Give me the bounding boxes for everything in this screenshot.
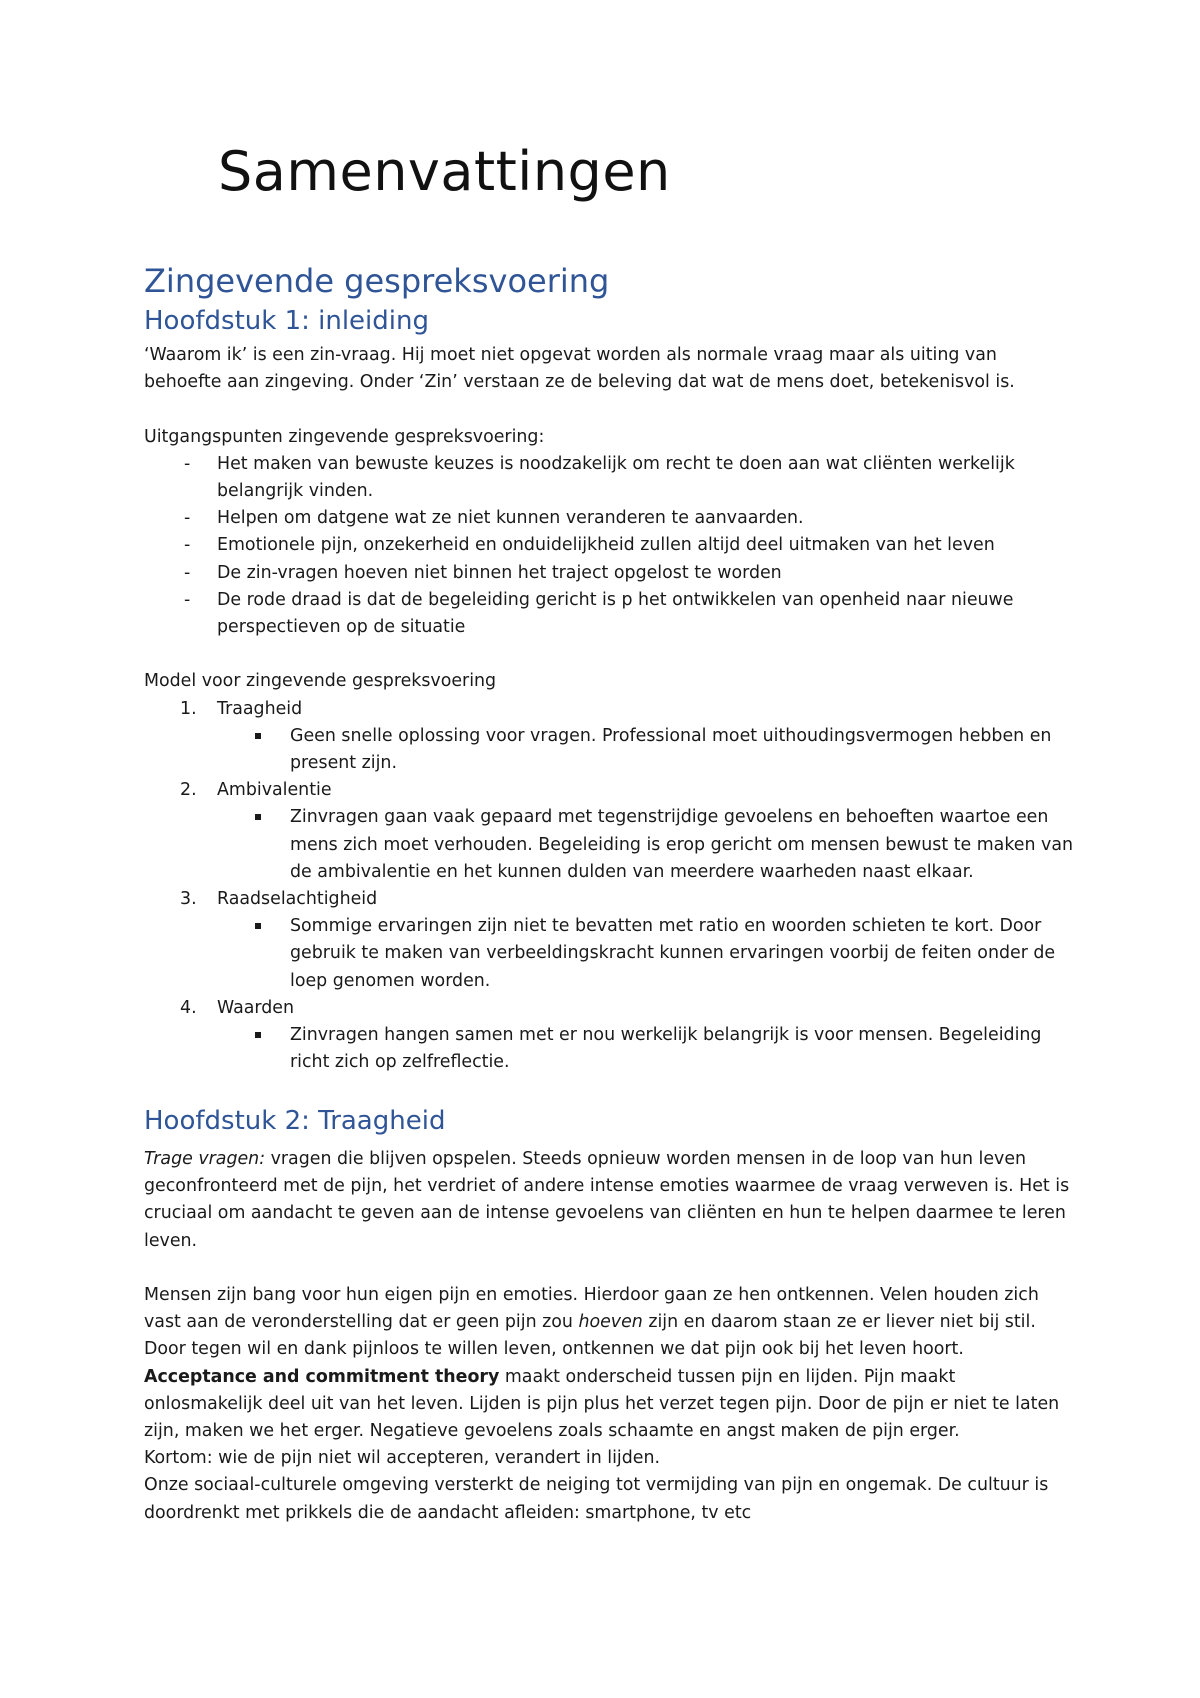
uitgangspunten-label: Uitgangspunten zingevende gespreksvoering: xyxy=(144,426,545,447)
model-item: 1. Traagheid Geen snelle oplossing voor vragen. Professional moet uithoudingsvermogen hebben en present zijn. xyxy=(144,696,1074,778)
list-item: - De rode draad is dat de begeleiding gericht is p het ontwikkelen van openheid naar nieuwe perspectieven op de situatie xyxy=(184,589,1014,638)
section-heading: Zingevende gespreksvoering xyxy=(144,262,610,300)
chapter-1-content xyxy=(144,342,1074,1076)
square-bullet-icon xyxy=(255,923,261,929)
chapter-1-intro: ‘Waarom ik’ is een zin-vraag. Hij moet niet opgevat worden als normale vraag maar als uiting van behoefte aan zingeving. Onder ‘Zin’ verstaan ze de beleving dat wat de mens doet, betekenisvol is. xyxy=(144,345,1015,393)
model-list xyxy=(144,696,1074,1077)
term-trage-vragen: Trage vragen: xyxy=(144,1149,266,1169)
chapter-2-paragraph: Trage vragen: vragen die blijven opspelen. Steeds opnieuw worden mensen in de loop van hun leven geconfronteerd met de pijn, het verdriet of andere intense emoties waarmee de vraag verweven is. Het is cruciaal om aandacht te geven aan de intense gevoelens van cliënten en hun te helpen daarmee te leren leven. xyxy=(144,1149,1070,1251)
chapter-2-paragraph: Mensen zijn bang voor hun eigen pijn en emoties. Hierdoor gaan ze hen ontkennen. Velen houden zich vast aan de veronderstelling dat er geen pijn zou hoeven zijn en daarom staan ze er liever niet bij stil. xyxy=(144,1285,1039,1333)
model-item-detail: Sommige ervaringen zijn niet te bevatten met ratio en woorden schieten te kort. Door gebruik te maken van verbeeldingskracht kunnen ervaringen voorbij de feiten onder de loep genomen worden. xyxy=(217,913,1074,995)
chapter-2-paragraph: Kortom: wie de pijn niet wil accepteren, verandert in lijden. xyxy=(144,1448,661,1469)
uitgangspunten-list xyxy=(144,451,1074,641)
chapter-2-content xyxy=(144,1146,1074,1527)
list-item: - De zin-vragen hoeven niet binnen het traject opgelost te worden xyxy=(184,562,782,583)
square-bullet-icon xyxy=(255,814,261,820)
model-item-label: Ambivalentie xyxy=(217,780,332,801)
chapter-1-heading: Hoofdstuk 1: inleiding xyxy=(144,306,429,336)
model-item: 2. Ambivalentie Zinvragen gaan vaak gepaard met tegenstrijdige gevoelens en behoeften waartoe een mens zich moet verhouden. Begeleiding is erop gericht om mensen bewust te maken van de ambivalentie en het kunnen dulden van meerdere waarheden naast elkaar. xyxy=(144,777,1074,886)
model-item-label: Waarden xyxy=(217,997,295,1018)
square-bullet-icon xyxy=(255,733,261,739)
model-item: 3. Raadselachtigheid Sommige ervaringen zijn niet te bevatten met ratio en woorden schieten te kort. Door gebruik te maken van verbeeldingskracht kunnen ervaringen voorbij de feiten onder de loep genomen worden. xyxy=(144,886,1074,995)
model-item-detail: Zinvragen gaan vaak gepaard met tegenstrijdige gevoelens en behoeften waartoe een mens zich moet verhouden. Begeleiding is erop gericht om mensen bewust te maken van de ambivalentie en het kunnen dulden van meerdere waarheden naast elkaar. xyxy=(217,804,1074,886)
list-item: - Het maken van bewuste keuzes is noodzakelijk om recht te doen aan wat cliënten werkelijk belangrijk vinden. xyxy=(184,453,1015,501)
model-item: 4. Waarden Zinvragen hangen samen met er nou werkelijk belangrijk is voor mensen. Begeleiding richt zich op zelfreflectie. xyxy=(144,995,1074,1077)
model-item-label: Raadselachtigheid xyxy=(217,889,378,910)
chapter-2-paragraph: Onze sociaal-culturele omgeving versterkt de neiging tot vermijding van pijn en ongemak. De cultuur is doordrenkt met prikkels die de aandacht afleiden: smartphone, tv etc xyxy=(144,1475,1049,1523)
chapter-2-paragraph: Door tegen wil en dank pijnloos te willen leven, ontkennen we dat pijn ook bij het leven hoort. xyxy=(144,1339,964,1360)
square-bullet-icon xyxy=(255,1032,261,1038)
model-item-detail: Geen snelle oplossing voor vragen. Professional moet uithoudingsvermogen hebben en present zijn. xyxy=(217,723,1074,777)
model-label: Model voor zingevende gespreksvoering xyxy=(144,671,497,692)
model-item-label: Traagheid xyxy=(217,698,303,719)
model-item-detail: Zinvragen hangen samen met er nou werkelijk belangrijk is voor mensen. Begeleiding richt zich op zelfreflectie. xyxy=(217,1022,1074,1076)
chapter-2-paragraph: Acceptance and commitment theory maakt onderscheid tussen pijn en lijden. Pijn maakt onlosmakelijk deel uit van het leven. Lijden is pijn plus het verzet tegen pijn. Door de pijn er niet te laten zijn, maken we het erger. Negatieve gevoelens zoals schaamte en angst maken de pijn erger. xyxy=(144,1366,1060,1442)
term-act: Acceptance and commitment theory xyxy=(144,1366,500,1387)
list-item: - Emotionele pijn, onzekerheid en onduidelijkheid zullen altijd deel uitmaken van het leven xyxy=(184,535,995,556)
chapter-2-heading: Hoofdstuk 2: Traagheid xyxy=(144,1106,446,1136)
document-title: Samenvattingen xyxy=(218,140,671,203)
list-item: - Helpen om datgene wat ze niet kunnen veranderen te aanvaarden. xyxy=(184,508,804,529)
